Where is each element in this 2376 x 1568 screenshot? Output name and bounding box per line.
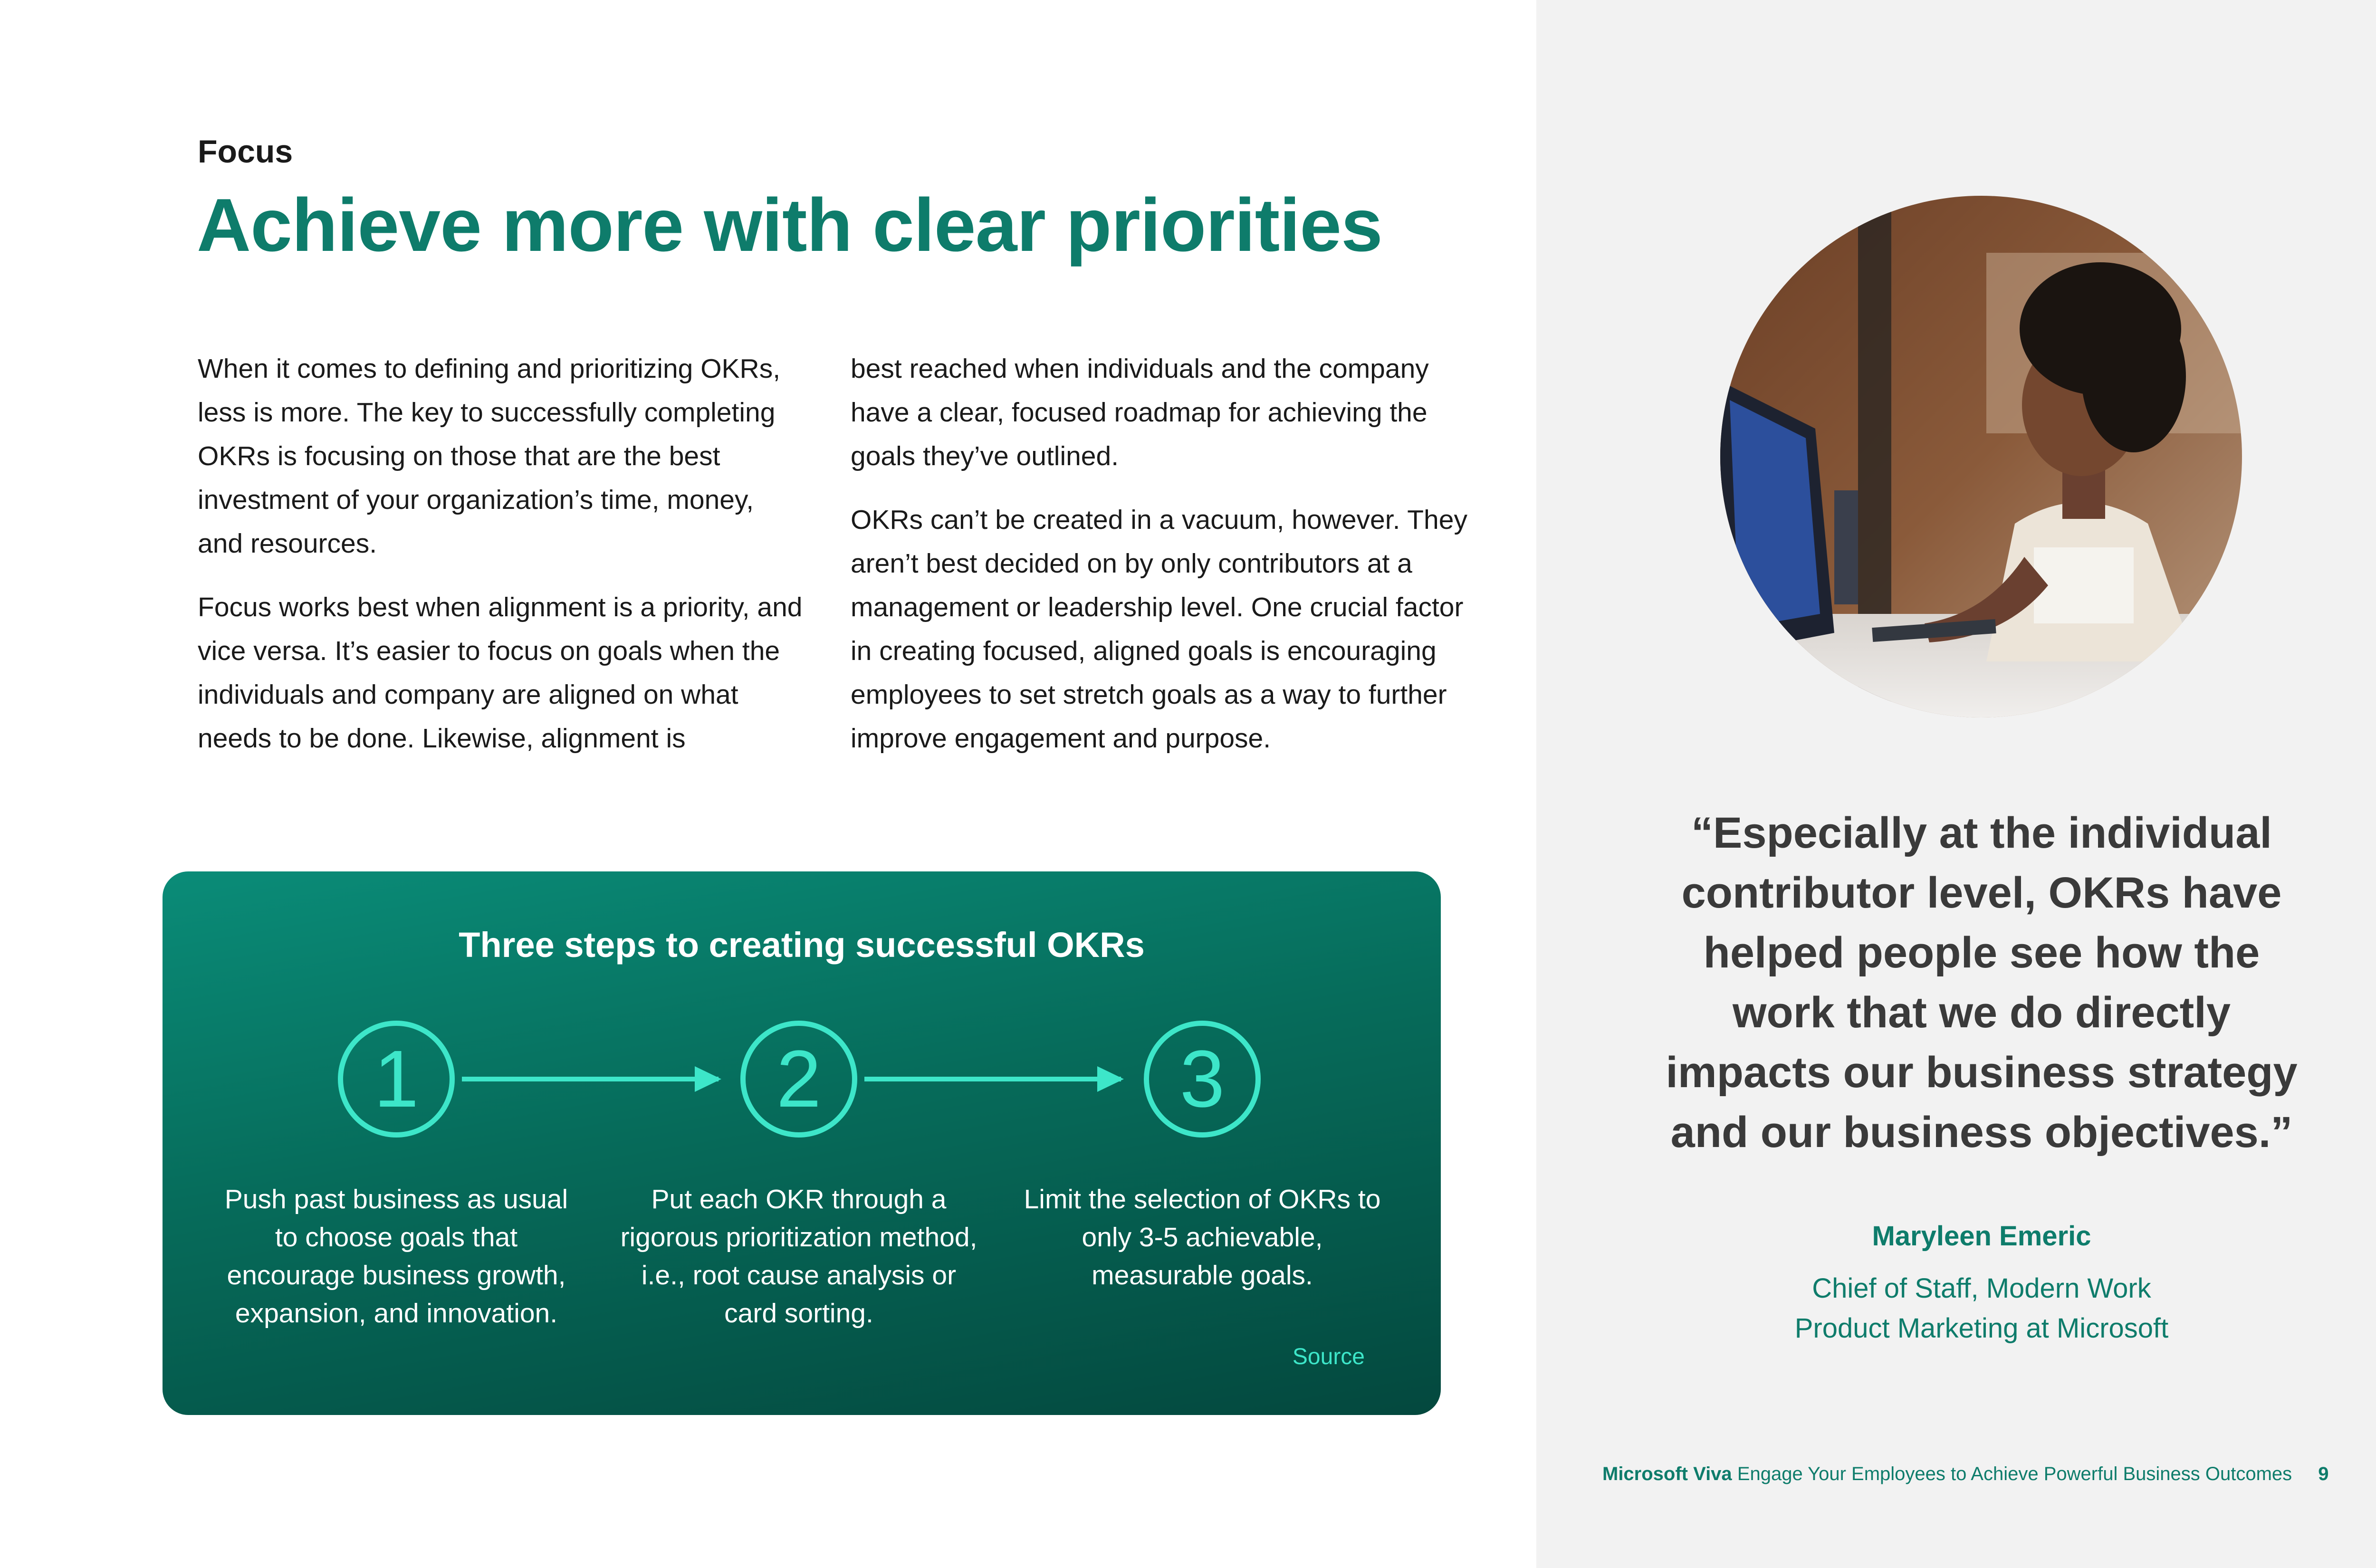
step-3-number-circle: 3 bbox=[1144, 1021, 1261, 1138]
role-line: Chief of Staff, Modern Work bbox=[1812, 1273, 2151, 1304]
pull-quote: “Especially at the individual contributor level, OKRs have helped people see how the work that we do directly impacts our business strategy and our business objectives.” bbox=[1666, 809, 2298, 1157]
section-label: Focus bbox=[198, 134, 293, 170]
body-column-right bbox=[851, 347, 1473, 780]
step-1-description: Push past business as usual to choose goals that encourage business growth, expansion, and innovation. bbox=[224, 1184, 568, 1329]
quote-author: Maryleen Emeric bbox=[1872, 1221, 2091, 1252]
body-column-left bbox=[198, 347, 806, 780]
quote-author-role bbox=[1701, 1269, 2262, 1348]
body-paragraph: best reached when individuals and the company have a clear, focused roadmap for achieving the goals they’ve outlined. bbox=[851, 354, 1429, 471]
body-paragraph: When it comes to defining and prioritizing OKRs, less is more. The key to successfully completing OKRs is focusing on those that are the best investment of your organization’s time, money, and resources. bbox=[198, 354, 781, 559]
arrow-right-icon bbox=[864, 1077, 1121, 1081]
footer-title: Engage Your Employees to Achieve Powerful Business Outcomes bbox=[1737, 1463, 2292, 1484]
role-line: Product Marketing at Microsoft bbox=[1794, 1313, 2169, 1344]
steps-title: Three steps to creating successful OKRs bbox=[459, 925, 1145, 965]
source-link[interactable]: Source bbox=[1292, 1344, 1365, 1369]
step-3-description: Limit the selection of OKRs to only 3-5 achievable, measurable goals. bbox=[1024, 1184, 1381, 1291]
footer-brand: Microsoft Viva bbox=[1602, 1463, 1732, 1484]
steps-card bbox=[163, 871, 1441, 1415]
page-title: Achieve more with clear priorities bbox=[197, 183, 1382, 267]
step-1-number-circle: 1 bbox=[338, 1021, 455, 1138]
body-paragraph: Focus works best when alignment is a priority, and vice versa. It’s easier to focus on goals when the individuals and company are aligned on what needs to be done. Likewise, alignment is bbox=[198, 592, 803, 754]
page-footer bbox=[1602, 1463, 2329, 1485]
step-2-description: Put each OKR through a rigorous prioritization method, i.e., root cause analysis or card sorting. bbox=[620, 1184, 977, 1329]
body-paragraph: OKRs can’t be created in a vacuum, however. They aren’t best decided on by only contributors at a management or leadership level. One crucial factor in creating focused, aligned goals is encouraging employees to set stretch goals as a way to further improve engagement and purpose. bbox=[851, 505, 1467, 754]
page-number: 9 bbox=[2318, 1463, 2329, 1484]
step-2-number-circle: 2 bbox=[740, 1021, 857, 1138]
portrait-photo bbox=[1720, 196, 2242, 717]
arrow-right-icon bbox=[462, 1077, 719, 1081]
